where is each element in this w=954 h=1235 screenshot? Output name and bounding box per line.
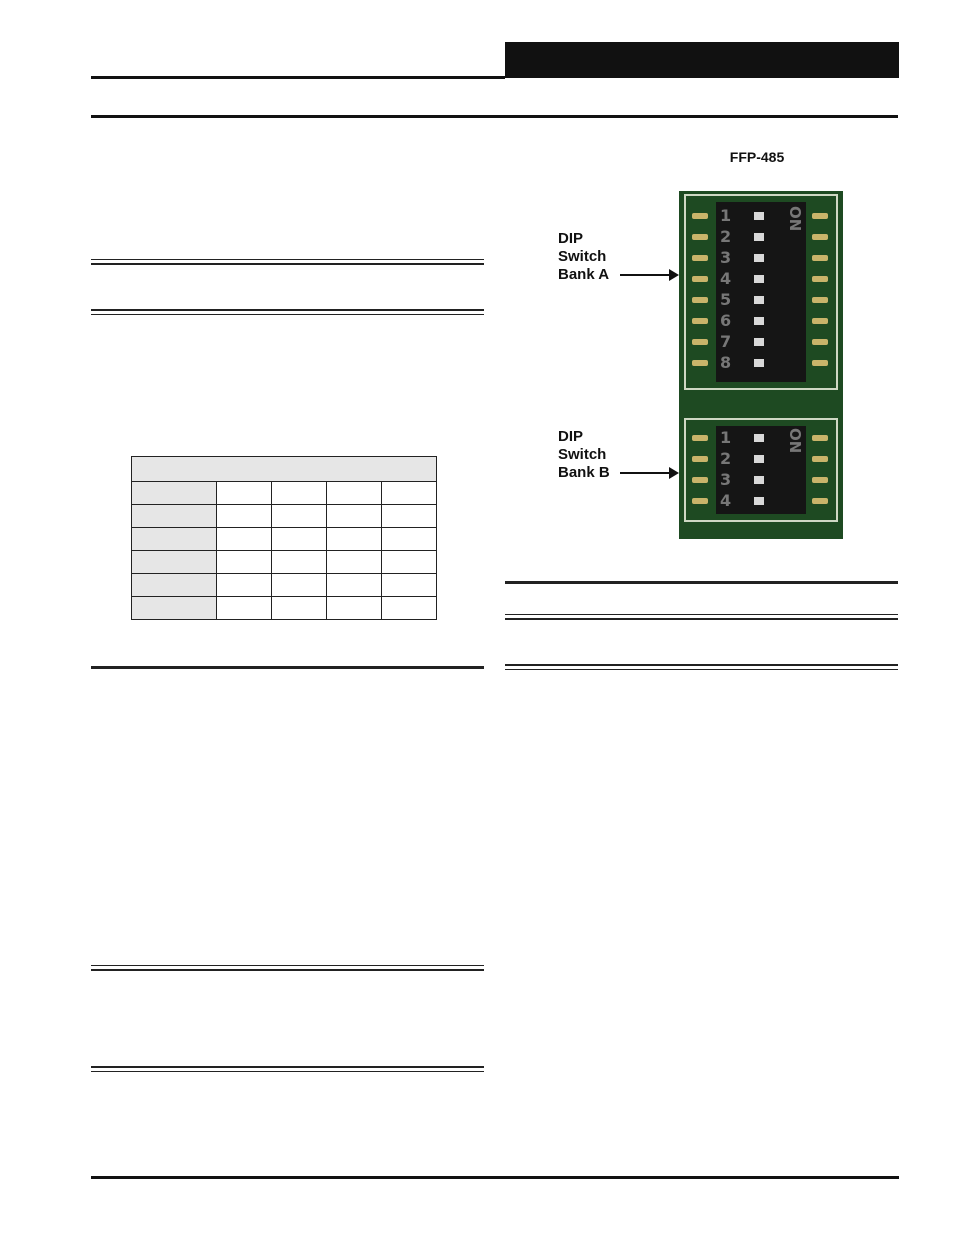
pin-right (812, 456, 828, 462)
note-rule-top (91, 263, 484, 265)
note-rule-bottom (505, 669, 898, 670)
footer-rule (91, 1176, 899, 1179)
callout-line: Switch (558, 446, 607, 463)
table-row (132, 528, 437, 551)
callout-bank-b (558, 428, 610, 482)
arrow-bank-b (620, 472, 670, 474)
callout-line: Switch (558, 248, 607, 265)
pin-right (812, 360, 828, 366)
note-rule-bottom (505, 664, 898, 666)
note-rule-bottom (91, 314, 484, 315)
switch-number: 7 (720, 332, 732, 351)
note-rule-top (505, 618, 898, 620)
switch-number: 2 (720, 449, 732, 468)
note-rule-top (91, 969, 484, 971)
pin-left (692, 297, 708, 303)
header-bar (505, 42, 899, 78)
on-label: ON (786, 206, 804, 232)
switch-lever (754, 497, 764, 505)
pin-right (812, 318, 828, 324)
pin-right (812, 339, 828, 345)
callout-bank-a (558, 230, 609, 284)
switch-lever (754, 455, 764, 463)
note-rule-bottom (91, 1071, 484, 1072)
top-rule (91, 115, 898, 118)
pin-right (812, 276, 828, 282)
pin-left (692, 477, 708, 483)
switch-lever (754, 476, 764, 484)
pin-left (692, 360, 708, 366)
switch-number: 4 (720, 269, 732, 288)
note-rule-top (505, 614, 898, 615)
arrow-head-icon (669, 467, 679, 479)
switch-number: 1 (720, 206, 732, 225)
pin-right (812, 435, 828, 441)
table-row (132, 482, 437, 505)
callout-line: DIP (558, 230, 584, 247)
section-rule (91, 666, 484, 669)
table-row (132, 551, 437, 574)
pin-left (692, 435, 708, 441)
pin-left (692, 234, 708, 240)
switch-lever (754, 317, 764, 325)
section-rule (505, 581, 898, 584)
switch-number: 2 (720, 227, 732, 246)
pin-right (812, 213, 828, 219)
note-rule-bottom (91, 309, 484, 311)
dip-switch-board-photo (679, 191, 843, 539)
pin-left (692, 213, 708, 219)
switch-lever (754, 254, 764, 262)
dip-switch-bank-a (684, 194, 838, 390)
switch-number: 1 (720, 428, 732, 447)
note-rule-top (91, 965, 484, 966)
switch-number: 6 (720, 311, 732, 330)
pin-left (692, 498, 708, 504)
switch-number: 8 (720, 353, 732, 372)
switch-lever (754, 233, 764, 241)
pin-left (692, 456, 708, 462)
switch-lever (754, 296, 764, 304)
address-table (131, 456, 437, 620)
switch-lever (754, 338, 764, 346)
note-rule-top (91, 259, 484, 260)
switch-number: 3 (720, 470, 732, 489)
figure-title: FFP-485 (729, 149, 785, 165)
on-label: ON (786, 428, 804, 454)
arrow-head-icon (669, 269, 679, 281)
pin-right (812, 297, 828, 303)
switch-number: 3 (720, 248, 732, 267)
table-row (132, 574, 437, 597)
dip-switch-bank-b (684, 418, 838, 522)
pin-left (692, 276, 708, 282)
note-rule-bottom (91, 1066, 484, 1068)
pin-right (812, 255, 828, 261)
pin-right (812, 234, 828, 240)
table-row (132, 505, 437, 528)
pin-right (812, 477, 828, 483)
switch-lever (754, 359, 764, 367)
pin-left (692, 318, 708, 324)
pin-right (812, 498, 828, 504)
switch-number: 5 (720, 290, 732, 309)
switch-lever (754, 275, 764, 283)
callout-line: Bank B (558, 464, 610, 481)
table-row (132, 597, 437, 620)
pin-left (692, 255, 708, 261)
switch-lever (754, 212, 764, 220)
switch-lever (754, 434, 764, 442)
arrow-bank-a (620, 274, 670, 276)
switch-number: 4 (720, 491, 732, 510)
callout-line: Bank A (558, 266, 610, 283)
table-header (132, 457, 437, 482)
pin-left (692, 339, 708, 345)
header-rule (91, 76, 505, 79)
callout-line: DIP (558, 428, 584, 445)
